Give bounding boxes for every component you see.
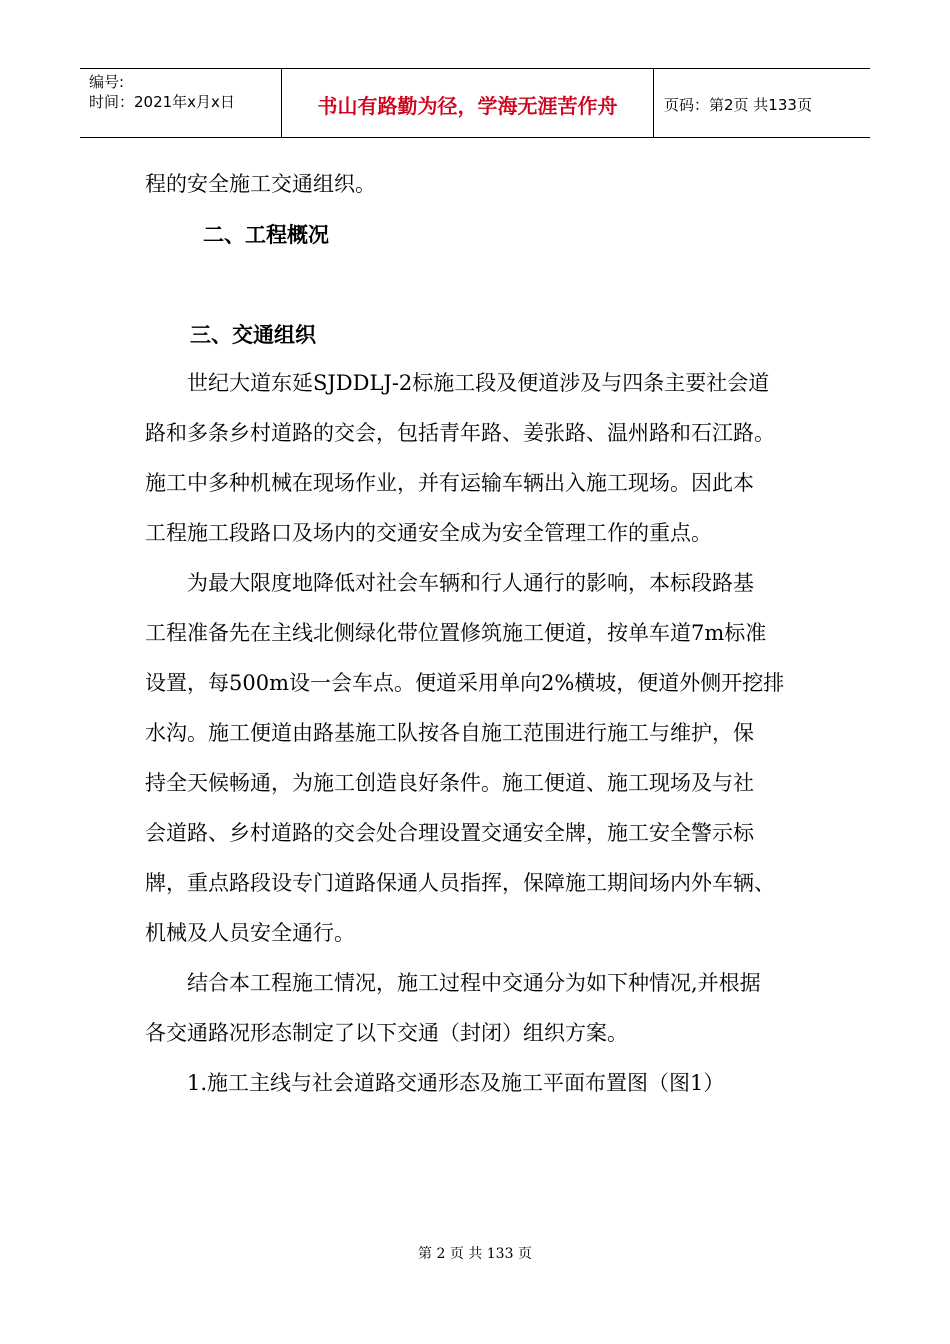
- motto-text: 书山有路勤为径，学海无涯苦作舟: [317, 94, 618, 118]
- header-motto-cell: [282, 69, 654, 137]
- date-label: 时间：2021年x月x日: [89, 93, 235, 111]
- header-page-cell: [654, 69, 870, 137]
- body-line: 各交通路况形态制定了以下交通（封闭）组织方案。: [145, 1021, 628, 1045]
- body-line: 世纪大道东延SJDDLJ-2标施工段及便道涉及与四条主要社会道: [145, 371, 770, 395]
- section-heading-traffic: 三、交通组织: [190, 323, 316, 347]
- header-meta-cell: [80, 69, 282, 137]
- body-line: 水沟。施工便道由路基施工队按各自施工范围进行施工与维护，保: [145, 721, 754, 745]
- body-line: 牌，重点路段设专门道路保通人员指挥，保障施工期间场内外车辆、: [145, 871, 775, 895]
- body-line: 程的安全施工交通组织。: [145, 172, 376, 196]
- body-line: 为最大限度地降低对社会车辆和行人通行的影响，本标段路基: [145, 571, 754, 595]
- serial-number-label: 编号:: [89, 73, 125, 91]
- body-line: 设置，每500m设一会车点。便道采用单向2%横坡，便道外侧开挖排: [145, 671, 785, 695]
- page-header: [80, 68, 870, 138]
- header-page-info: 页码：第2页 共133页: [664, 96, 812, 114]
- body-line: 路和多条乡村道路的交会，包括青年路、姜张路、温州路和石江路。: [145, 421, 775, 445]
- body-line: 工程准备先在主线北侧绿化带位置修筑施工便道，按单车道7m标准: [145, 621, 767, 645]
- body-line: 1.施工主线与社会道路交通形态及施工平面布置图（图1）: [145, 1071, 725, 1095]
- body-line: 结合本工程施工情况，施工过程中交通分为如下种情况,并根据: [145, 971, 761, 995]
- body-line: 施工中多种机械在现场作业，并有运输车辆出入施工现场。因此本: [145, 471, 754, 495]
- section-heading-overview: 二、工程概况: [203, 223, 329, 247]
- body-line: 持全天候畅通，为施工创造良好条件。施工便道、施工现场及与社: [145, 771, 754, 795]
- body-line: 机械及人员安全通行。: [145, 921, 355, 945]
- body-line: 工程施工段路口及场内的交通安全成为安全管理工作的重点。: [145, 521, 712, 545]
- page-footer-number: 第 2 页 共 133 页: [418, 1246, 532, 1262]
- body-line: 会道路、乡村道路的交会处合理设置交通安全牌，施工安全警示标: [145, 821, 754, 845]
